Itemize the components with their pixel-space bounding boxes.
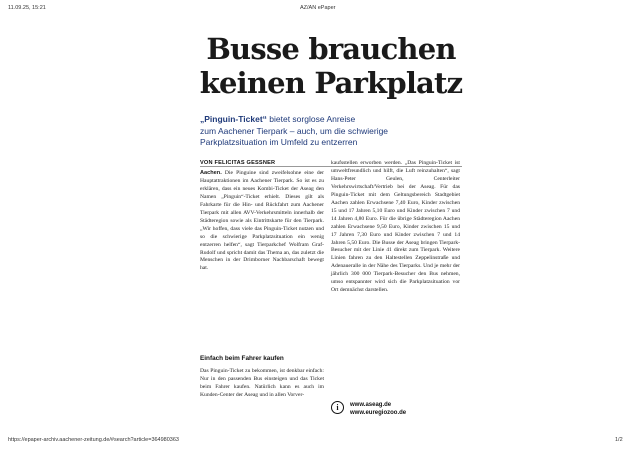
- column-1: [200, 170, 324, 273]
- subhead-line-3: Parkplatzsituation im Umfeld zu entzerren: [200, 137, 358, 147]
- ticket-name: „Pinguin-Ticket“: [200, 114, 267, 124]
- paragraph-1: [200, 170, 324, 273]
- paragraph-3: kaufsstellen erworben werden. „Das Pinguin-Ticket ist umweltfreundlich und hilft, die Luft reinzuhalten“, sagt Hans-Peter Geulen, Centerleiter Verkehrswirtschaft/Vertrieb bei der Aseag. Für das Pinguin-Ticket mit dem Geltungsbereich Stadtgebiet Aachen zahlen Erwachsene 7,40 Euro, Kinder zwischen 15 und 17 Jahren 5,10 Euro und Kinder zwischen 7 und 14 Jahren 4,80 Euro. Für die übrige Städteregion Aachen zahlen Erwachsene 9,50 Euro, Kinder zwischen 15 und 17 Jahren 7,30 Euro und Kinder zwischen 7 und 14 Jahren 5,50 Euro. Die Busse der Aseag bringen Tierpark-Besucher mit der Linie 41 direkt zum Tierpark. Weitere Linien fahren zu den Haltestellen Zeppelinstraße und Adenaueralle in der Nähe des Tierparks. Und je mehr der jährlich 300 000 Tierpark-Besucher den Bus nehmen, umso entspannter wird sich die Parkplatzsituation vor Ort demnächst darstellen.: [331, 160, 460, 294]
- paragraph-2: Das Pinguin-Ticket zu bekommen, ist denkbar einfach: Nur in den passenden Bus einsteigen und das Ticket beim Fahrer kaufen. Natürlich kann es auch im Kunden-Center der Aseag und in allen Vorver-: [200, 368, 324, 398]
- headline-line-2: keinen Parkplatz: [199, 66, 463, 100]
- subheading: Einfach beim Fahrer kaufen: [200, 355, 284, 362]
- subhead-line-1: [200, 114, 462, 126]
- page-url: https://epaper-archiv.aachener-zeitung.de/#search?article=364980363: [8, 437, 179, 443]
- subhead-line-2: zum Aachener Tierpark – auch, um die schwierige: [200, 125, 389, 136]
- page-number: 1/2: [615, 437, 623, 443]
- column-2: [331, 160, 460, 295]
- headline-line-1: Busse brauchen: [206, 32, 456, 66]
- dateline: Aachen.: [200, 170, 222, 176]
- window-title: AZ/AN ePaper: [300, 5, 336, 11]
- timestamp: 11.09.25, 15:21: [8, 5, 46, 11]
- info-icon: i: [331, 401, 344, 414]
- paragraph-1-text: Die Pinguine sind zweifelsohne eine der Hauptattraktionen im Aachener Tierpark. So ist es zu erklären, dass ein neues Kombi-Ticket der Aseag den Namen „Pinguin“-Ticket erhielt. Dieses gilt als Fahrkarte für die Hin- und Rückfahrt zum Aachener Tierpark mit allen AVV-Verkehrsmitteln innerhalb der Städteregion sowie als Eintrittskarte für den Tierpark. „Wir hoffen, dass viele das Pinguin-Ticket nutzen und so die schwierige Parkplatzsituation ein wenig entzerren helfen“, sagt Tierparkchef Wolfram Graf-Rudolf und spricht damit das Thema an, das zuletzt die Menschen in der Drimborner Nachbarschaft bewegt hat.: [200, 170, 324, 272]
- byline: VON FELICITAS GESSNER: [200, 160, 276, 166]
- link-euregiozoo[interactable]: www.euregiozoo.de: [350, 410, 407, 416]
- link-aseag[interactable]: www.aseag.de: [350, 402, 392, 408]
- subheadline: [200, 114, 462, 149]
- subhead-line-1-rest: bietet sorglose Anreise: [266, 114, 356, 124]
- column-1-continued: [200, 368, 324, 400]
